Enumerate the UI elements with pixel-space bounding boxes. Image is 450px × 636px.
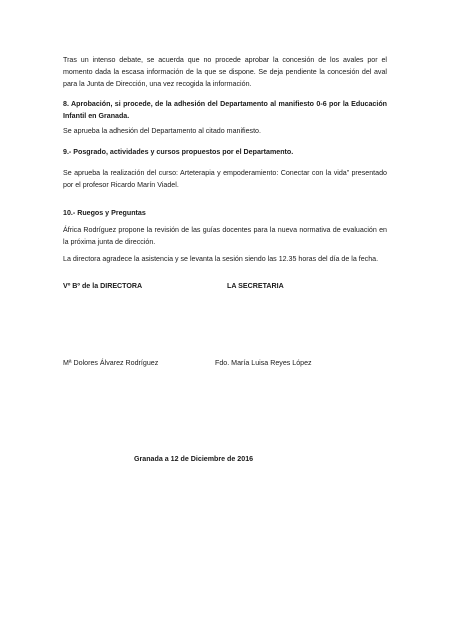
paragraph-item-8: Se aprueba la adhesión del Departamento al citado manifiesto. — [63, 127, 261, 135]
heading-item-9: 9.- Posgrado, actividades y cursos propuestos por el Departamento. — [63, 148, 294, 156]
directora-signature-label: Vº Bº de la DIRECTORA — [63, 282, 143, 290]
secretaria-signature-label: LA SECRETARIA — [227, 282, 284, 290]
paragraph-item-9: Se aprueba la realización del curso: Arteterapia y empoderamiento: Conectar con la vida” presentado por el profesor Ricardo Marín Viadel. — [63, 169, 387, 189]
directora-name: Mª Dolores Álvarez Rodríguez — [63, 359, 159, 367]
place-and-date: Granada a 12 de Diciembre de 2016 — [134, 455, 254, 463]
heading-item-8: 8. Aprobación, si procede, de la adhesión del Departamento al manifiesto 0-6 por la Educación Infantil en Granada. — [63, 100, 387, 120]
paragraph-item-10-cierre: La directora agradece la asistencia y se levanta la sesión siendo las 12.35 horas del día de la fecha. — [63, 255, 379, 263]
secretaria-name: Fdo. María Luisa Reyes López — [215, 359, 312, 367]
paragraph-item-10-ruegos: África Rodríguez propone la revisión de las guías docentes para la nueva normativa de evaluación en la próxima junta de dirección. — [63, 226, 387, 246]
paragraph-avales: Tras un intenso debate, se acuerda que no procede aprobar la concesión de los avales por el momento dada la escasa información de la que se dispone. Se deja pendiente la concesión del aval para la Junta de Dirección, una vez recogida la información. — [63, 56, 387, 88]
heading-item-10: 10.- Ruegos y Preguntas — [63, 209, 146, 217]
